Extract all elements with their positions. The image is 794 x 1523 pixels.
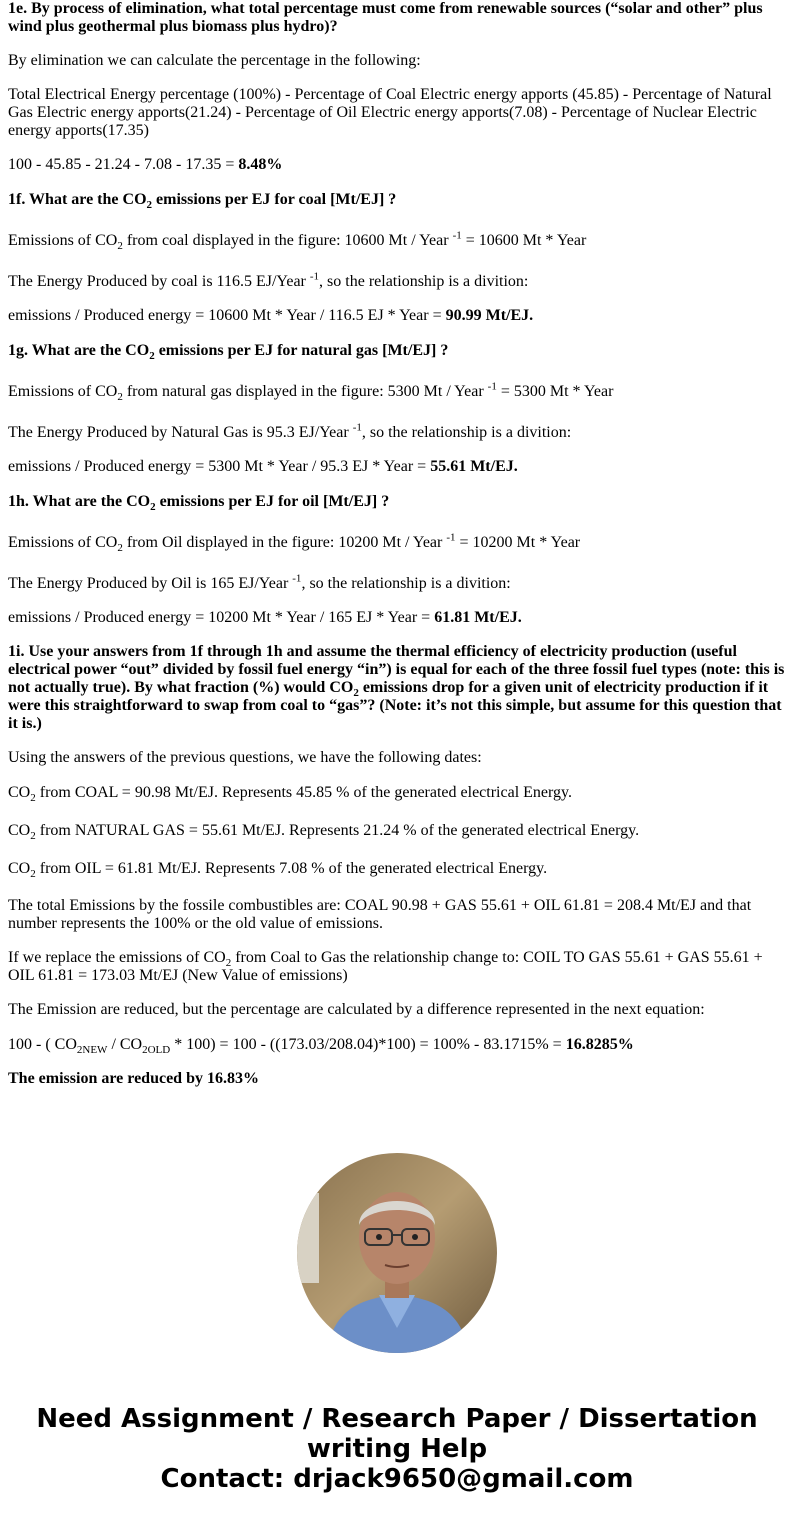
text: Total Electrical Energy percentage (100%) - Percentage of Coal Electric energy apports (45.85) - Percentage of Natural Gas Electric energy apports(21.24) - Percentage of Oil Electric energy apports(7.08) - Percentage of Nuclear Electric energy apports(17.35) xyxy=(8,86,772,139)
paragraph xyxy=(8,229,786,253)
paragraph xyxy=(8,380,786,404)
footer-contact: Contact: drjack9650@gmail.com xyxy=(160,1464,634,1494)
text: The emission are reduced by 16.83% xyxy=(8,1070,259,1087)
document-body xyxy=(8,0,786,1104)
text: emissions / Produced energy = 5300 Mt * Year / 95.3 EJ * Year = xyxy=(8,458,431,475)
text: emissions per EJ for natural gas [Mt/EJ] ? xyxy=(154,342,449,359)
text: CO xyxy=(8,784,31,801)
text: , so the relationship is a divition: xyxy=(319,273,529,290)
subscript: 2 xyxy=(117,240,123,253)
paragraph xyxy=(8,423,786,442)
footer-line: Need Assignment / Research Paper / Dissertation xyxy=(36,1404,758,1434)
text: * 100) = 100 - ((173.03/208.04)*100) = 100% - 83.1715% = xyxy=(170,1036,566,1053)
text: from coal displayed in the figure: 10600 Mt / Year xyxy=(122,232,453,249)
avatar xyxy=(297,1153,497,1353)
calculation xyxy=(8,458,786,476)
text: 100 - 45.85 - 21.24 - 7.08 - 17.35 = xyxy=(8,156,239,173)
subscript: 2 xyxy=(149,350,155,363)
question-1i xyxy=(8,643,786,733)
text: / CO xyxy=(107,1036,143,1053)
subscript: 2 xyxy=(30,792,36,805)
text: CO xyxy=(8,860,31,877)
subscript: 2 xyxy=(30,868,36,881)
paragraph xyxy=(8,749,786,767)
question-1e-text: 1e. By process of elimination, what total percentage must come from renewable sources (“solar and other” plus wind plus geothermal plus biomass plus hydro)? xyxy=(8,0,763,35)
text: emissions drop for a given unit of electricity production if it were this straightforward to swap from coal to “gas”? (Note: it’s not this simple, but assume for this question that it is.) xyxy=(8,679,782,732)
result: 55.61 Mt/EJ. xyxy=(430,458,518,475)
footer-line: writing Help xyxy=(306,1434,488,1464)
result: 61.81 Mt/EJ. xyxy=(434,609,522,626)
text: emissions per EJ for coal [Mt/EJ] ? xyxy=(152,191,397,208)
question-1f xyxy=(8,190,786,212)
text: The Emission are reduced, but the percentage are calculated by a difference represented in the next equation: xyxy=(8,1001,705,1018)
paragraph xyxy=(8,783,786,805)
text: from natural gas displayed in the figure: 5300 Mt / Year xyxy=(122,383,488,400)
text: from NATURAL GAS = 55.61 Mt/EJ. Represents 21.24 % of the generated electrical Energy. xyxy=(35,822,640,839)
paragraph xyxy=(8,52,786,70)
text: The Energy Produced by Oil is 165 EJ/Year xyxy=(8,575,293,592)
paragraph xyxy=(8,821,786,843)
superscript: -1 xyxy=(309,270,320,283)
text: By elimination we can calculate the percentage in the following: xyxy=(8,52,421,69)
conclusion xyxy=(8,1070,786,1088)
paragraph xyxy=(8,897,786,933)
paragraph xyxy=(8,859,786,881)
subscript: 2OLD xyxy=(142,1044,171,1057)
text: The Energy Produced by Natural Gas is 95.3 EJ/Year xyxy=(8,424,353,441)
superscript: -1 xyxy=(352,421,362,434)
portrait-image xyxy=(297,1153,497,1353)
text: emissions / Produced energy = 10200 Mt * Year / 165 EJ * Year = xyxy=(8,609,435,626)
subscript: 2 xyxy=(117,391,123,404)
text: 1g. What are the CO xyxy=(8,342,150,359)
question-1h xyxy=(8,492,786,514)
text: The total Emissions by the fossile combustibles are: COAL 90.98 + GAS 55.61 + OIL 61.81 = 208.4 Mt/EJ and that number represents the 100% or the old value of emissions. xyxy=(8,897,752,932)
superscript: -1 xyxy=(452,229,462,242)
text: Using the answers of the previous questions, we have the following dates: xyxy=(8,749,482,766)
text: , so the relationship is a divition: xyxy=(361,424,572,441)
text: from Oil displayed in the figure: 10200 Mt / Year xyxy=(122,534,447,551)
text: = 5300 Mt * Year xyxy=(496,383,614,400)
text: Emissions of CO xyxy=(8,232,118,249)
calculation xyxy=(8,156,786,174)
superscript: -1 xyxy=(292,572,302,585)
text: from COAL = 90.98 Mt/EJ. Represents 45.85 % of the generated electrical Energy. xyxy=(35,784,573,801)
text: 1i. Use your answers from 1f through 1h and assume the thermal efficiency of electricity production (useful electrical power “out” divided by fossil fuel energy “in”) is equal for each of the three fossil fuel types (note: this is not actually true). By what fraction (%) would CO xyxy=(8,643,785,696)
subscript: 2 xyxy=(225,957,232,970)
result: 90.99 Mt/EJ. xyxy=(445,307,534,324)
footer-banner xyxy=(0,1404,794,1494)
subscript: 2 xyxy=(150,501,156,514)
text: = 10200 Mt * Year xyxy=(455,534,581,551)
equation xyxy=(8,1035,786,1057)
result: 8.48% xyxy=(238,156,283,173)
paragraph xyxy=(8,531,786,555)
text: from OIL = 61.81 Mt/EJ. Represents 7.08 % of the generated electrical Energy. xyxy=(35,860,548,877)
text: = 10600 Mt * Year xyxy=(461,232,587,249)
calculation xyxy=(8,307,786,325)
text: 1h. What are the CO xyxy=(8,493,151,510)
text: , so the relationship is a divition: xyxy=(301,575,511,592)
question-1g xyxy=(8,341,786,363)
paragraph xyxy=(8,574,786,593)
text: 100 - ( CO xyxy=(8,1036,77,1053)
text: CO xyxy=(8,822,31,839)
paragraph xyxy=(8,949,786,985)
superscript: -1 xyxy=(487,380,497,393)
subscript: 2NEW xyxy=(76,1044,108,1057)
subscript: 2 xyxy=(146,199,153,212)
text: Emissions of CO xyxy=(8,383,118,400)
text: from Coal to Gas the relationship change to: COIL TO GAS 55.61 + GAS 55.61 + OIL 61.81 = 173.03 Mt/EJ (New Value of emissions) xyxy=(8,949,763,984)
subscript: 2 xyxy=(353,687,359,700)
subscript: 2 xyxy=(117,542,123,555)
paragraph xyxy=(8,86,786,140)
calculation xyxy=(8,609,786,627)
text: If we replace the emissions of CO xyxy=(8,949,226,966)
text: The Energy Produced by coal is 116.5 EJ/Year xyxy=(8,273,310,290)
text: emissions per EJ for oil [Mt/EJ] ? xyxy=(155,493,390,510)
result: 16.8285% xyxy=(565,1036,634,1053)
subscript: 2 xyxy=(30,830,36,843)
paragraph xyxy=(8,1001,786,1019)
text: emissions / Produced energy = 10600 Mt * Year / 116.5 EJ * Year = xyxy=(8,307,446,324)
paragraph xyxy=(8,272,786,291)
text: 1f. What are the CO xyxy=(8,191,147,208)
text: Emissions of CO xyxy=(8,534,118,551)
superscript: -1 xyxy=(446,531,456,544)
question-1e xyxy=(8,0,786,36)
